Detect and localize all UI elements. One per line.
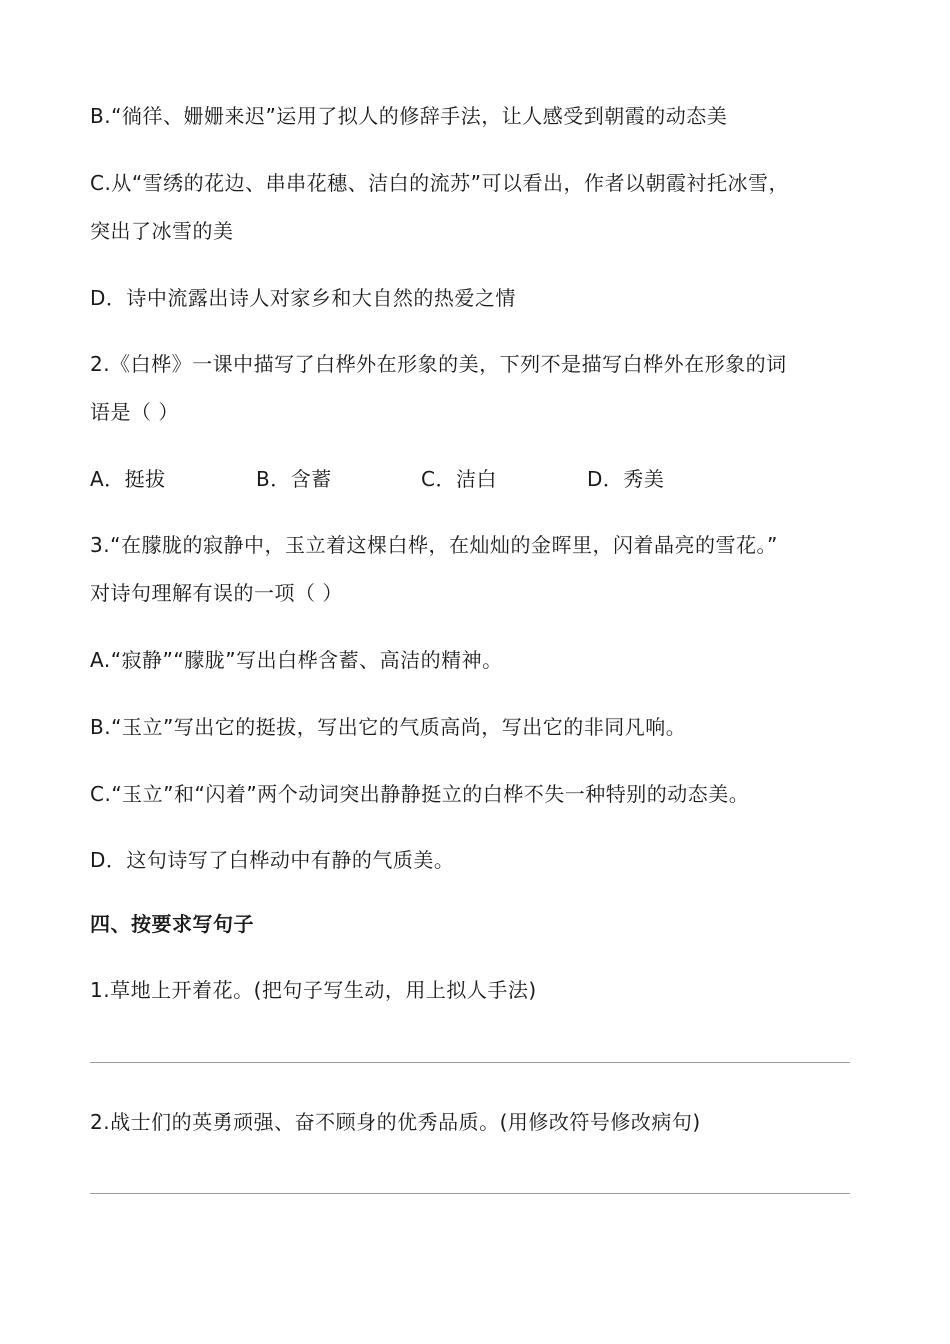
q3-option-d: D．这句诗写了白桦动中有静的气质美。 <box>90 848 455 872</box>
q2-option-a: A．挺拔 <box>90 467 166 491</box>
q2-option-d: D．秀美 <box>587 467 665 491</box>
q3-option-b: B.“玉立”写出它的挺拔，写出它的气质高尚，写出它的非同凡响。 <box>90 715 687 739</box>
section-4-heading: 四、按要求写句子 <box>90 912 254 936</box>
q3-option-a: A.“寂静”“朦胧”写出白桦含蓄、高洁的精神。 <box>90 648 503 672</box>
q3-option-c: C.“玉立”和“闪着”两个动词突出静静挺立的白桦不失一种特别的动态美。 <box>90 782 750 806</box>
section-4-question-1: 1.草地上开着花。(把句子写生动，用上拟人手法) <box>90 978 537 1002</box>
q1-option-c-line2: 突出了冰雪的美 <box>90 219 234 243</box>
q2-option-c: C．洁白 <box>421 467 497 491</box>
section-4-question-2: 2.战士们的英勇顽强、奋不顾身的优秀品质。(用修改符号修改病句) <box>90 1110 701 1134</box>
q1-option-d: D．诗中流露出诗人对家乡和大自然的热爱之情 <box>90 286 516 310</box>
q3-stem-line2: 对诗句理解有误的一项（ ） <box>90 581 343 605</box>
q3-stem-line1: 3.“在朦胧的寂静中，玉立着这棵白桦，在灿灿的金晖里，闪着晶亮的雪花。” <box>90 533 778 557</box>
q1-option-c-line1: C.从“雪绣的花边、串串花穗、洁白的流苏”可以看出，作者以朝霞衬托冰雪， <box>90 171 790 195</box>
answer-line-1[interactable] <box>90 1062 850 1063</box>
q1-option-b: B.“徜徉、姗姗来迟”运用了拟人的修辞手法，让人感受到朝霞的动态美 <box>90 104 728 128</box>
q2-option-b: B．含蓄 <box>256 467 332 491</box>
answer-line-2[interactable] <box>90 1193 850 1194</box>
q2-stem-line1: 2.《白桦》一课中描写了白桦外在形象的美，下列不是描写白桦外在形象的词 <box>90 352 787 376</box>
q2-stem-line2: 语是（ ） <box>90 400 179 424</box>
